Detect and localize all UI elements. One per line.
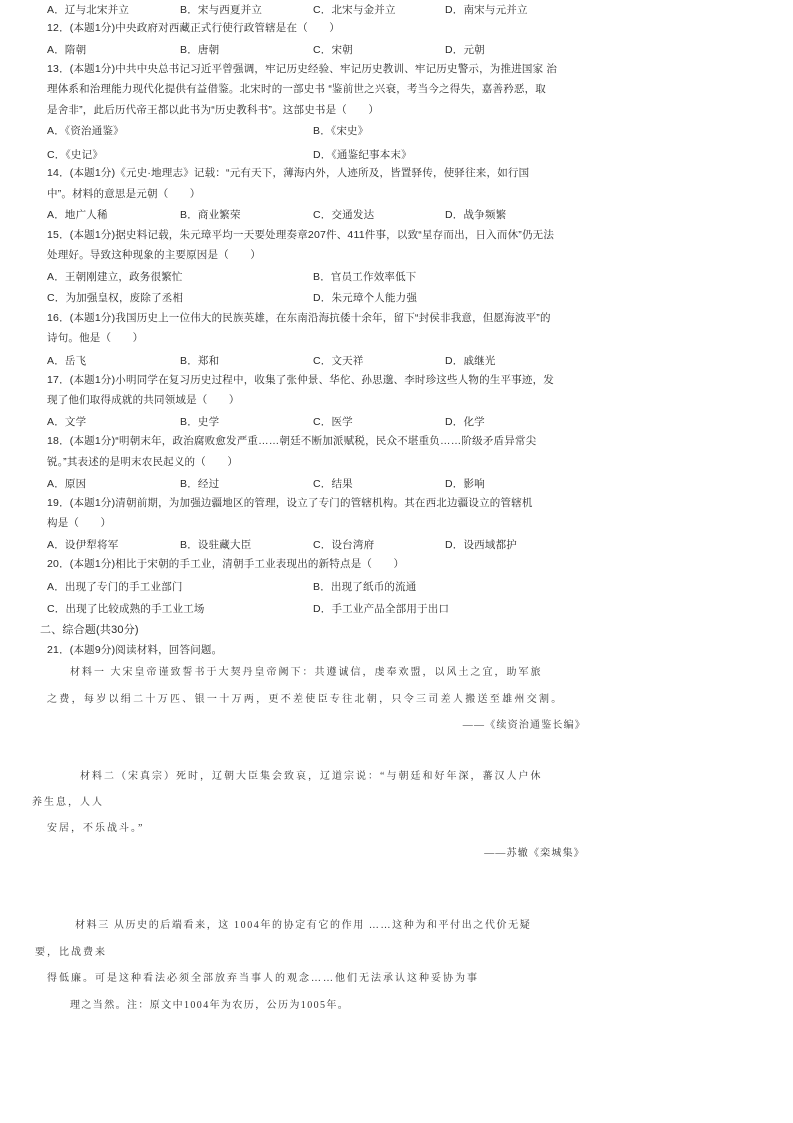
q19-option-d: D．设西域都护: [445, 539, 517, 551]
q13-option-a: A．《资治通鉴》: [47, 125, 124, 137]
material-3-line-3: 得低廉。可是这种看法必须全部放弃当事人的观念……他们无法承认这种妥协为事: [47, 973, 479, 984]
material-2-line-1: 材料二（宋真宗）死时，辽朝大臣集会致哀，辽道宗说：“与朝廷和好年深，蕃汉人户休: [80, 771, 543, 782]
q19-stem-line-1: 19．(本题1分)清朝前期，为加强边疆地区的管理，设立了专门的管辖机构。其在西北边疆设立的管辖机: [47, 497, 533, 509]
q17-stem-line-1: 17．(本题1分)小明同学在复习历史过程中，收集了张仲景、华佗、孙思邈、李时珍这些人物的生平事迹，发: [47, 374, 555, 386]
q17-option-a: A．文学: [47, 416, 87, 428]
q13-option-b: B．《宋史》: [313, 125, 369, 137]
q17-stem-line-2: 现了他们取得成就的共同领域是（ ）: [47, 394, 240, 406]
q15-stem-line-1: 15．(本题1分)据史料记载，朱元璋平均一天要处理奏章207件、411件事，以致“星存而出，日入而休”仍无法: [47, 229, 555, 241]
q18-option-b: B．经过: [180, 478, 220, 490]
q17-option-b: B．史学: [180, 416, 220, 428]
q15-stem-line-2: 处理好。导致这种现象的主要原因是（ ）: [47, 249, 261, 261]
q15-option-d: D．朱元璋个人能力强: [313, 292, 418, 304]
q20-option-a: A．出现了专门的手工业部门: [47, 581, 183, 593]
q19-stem-line-2: 构是（ ）: [47, 517, 112, 529]
material-3-line-2: 要，比战费来: [35, 947, 107, 958]
q13-option-c: C．《史记》: [47, 149, 104, 161]
q12-option-b: B．唐朝: [180, 44, 220, 56]
q19-option-a: A．设伊犁将军: [47, 539, 119, 551]
section-2-heading: 二、综合题(共30分): [40, 624, 139, 636]
q18-option-c: C．结果: [313, 478, 353, 490]
material-1-line-2: 之费，每岁以绢二十万匹、银一十万两，更不差使臣专往北朝，只令三司差人搬送至雄州交割。: [47, 694, 564, 705]
q14-option-c: C．交通发达: [313, 209, 375, 221]
q20-stem-line-1: 20．(本题1分)相比于宋朝的手工业，清朝手工业表现出的新特点是（ ）: [47, 558, 405, 570]
q17-option-d: D．化学: [445, 416, 485, 428]
q18-stem-line-2: 锐。”其表述的是明末农民起义的（ ）: [47, 456, 239, 468]
q14-option-b: B．商业繁荣: [180, 209, 241, 221]
q16-stem-line-1: 16．(本题1分)我国历史上一位伟大的民族英雄，在东南沿海抗倭十余年，留下“封侯非我意，但愿海波平”的: [47, 312, 551, 324]
q20-option-c: C．出现了比较成熟的手工业工场: [47, 603, 205, 615]
q19-option-c: C．设台湾府: [313, 539, 375, 551]
material-2-line-3: 安居，不乐战斗。”: [47, 823, 145, 834]
q16-stem-line-2: 诗句。他是（ ）: [47, 332, 144, 344]
q12-stem-line-1: 12．(本题1分)中央政府对西藏正式行使行政管辖是在（ ）: [47, 22, 341, 34]
q16-option-b: B．郑和: [180, 355, 220, 367]
q15-option-b: B．官员工作效率低下: [313, 271, 417, 283]
q14-option-d: D．战争频繁: [445, 209, 507, 221]
material-3-line-1: 材料三 从历史的后端看来，这 1004年的协定有它的作用 ……这种为和平付出之代价无疑: [75, 920, 532, 931]
q13-stem-line-3: 是舍非”，此后历代帝王都以此书为“历史教科书”。这部史书是（ ）: [47, 104, 380, 116]
q18-option-d: D．影响: [445, 478, 485, 490]
q13-option-d: D．《通鉴纪事本末》: [313, 149, 412, 161]
q20-option-d: D．手工业产品全部用于出口: [313, 603, 450, 615]
q16-option-a: A．岳飞: [47, 355, 87, 367]
q16-option-d: D．戚继光: [445, 355, 496, 367]
material-1-source: ——《续资治通鉴长编》: [462, 720, 586, 731]
q17-option-c: C．医学: [313, 416, 353, 428]
q11-option-a: A．辽与北宋并立: [47, 4, 130, 16]
q21-stem-line-1: 21．(本题9分)阅读材料，回答问题。: [47, 644, 223, 656]
q13-stem-line-2: 理体系和治理能力现代化提供有益借鉴。北宋时的一部史书 “鉴前世之兴衰，考当今之得失，嘉善矜恶，取: [47, 83, 547, 95]
q14-stem-line-2: 中”。材料的意思是元朝（ ）: [47, 188, 201, 200]
q12-option-a: A．隋朝: [47, 44, 87, 56]
q15-option-c: C．为加强皇权，废除了丞相: [47, 292, 184, 304]
q12-option-d: D．元朝: [445, 44, 485, 56]
q11-option-b: B．宋与西夏并立: [180, 4, 263, 16]
material-2-line-2: 养生息，人人: [32, 797, 104, 808]
q19-option-b: B．设驻藏大臣: [180, 539, 252, 551]
q14-stem-line-1: 14．(本题1分)《元史·地理志》记载：“元有天下，薄海内外，人迹所及，皆置驿传，使驿往来，如行国: [47, 167, 530, 179]
q18-stem-line-1: 18．(本题1分)“明朝末年，政治腐败愈发严重……朝廷不断加派赋税，民众不堪重负……阶级矛盾异常尖: [47, 435, 537, 447]
q16-option-c: C．文天祥: [313, 355, 364, 367]
q12-option-c: C．宋朝: [313, 44, 353, 56]
q11-option-c: C．北宋与金并立: [313, 4, 396, 16]
q15-option-a: A．王朝刚建立，政务很繁忙: [47, 271, 183, 283]
material-1-line-1: 材料一 大宋皇帝谨致誓书于大契丹皇帝阙下：共遵诚信，虔奉欢盟，以风土之宜，助军旅: [70, 667, 543, 678]
material-3-line-4: 理之当然。注：原文中1004年为农历，公历为1005年。: [70, 1000, 350, 1011]
material-2-source: ——苏辙《栾城集》: [484, 848, 585, 859]
q13-stem-line-1: 13．(本题1分)中共中央总书记习近平曾强调，牢记历史经验、牢记历史教训、牢记历史警示，为推进国家 治: [47, 63, 558, 75]
q18-option-a: A．原因: [47, 478, 87, 490]
q14-option-a: A．地广人稀: [47, 209, 108, 221]
q11-option-d: D．南宋与元并立: [445, 4, 528, 16]
q20-option-b: B．出现了纸币的流通: [313, 581, 417, 593]
